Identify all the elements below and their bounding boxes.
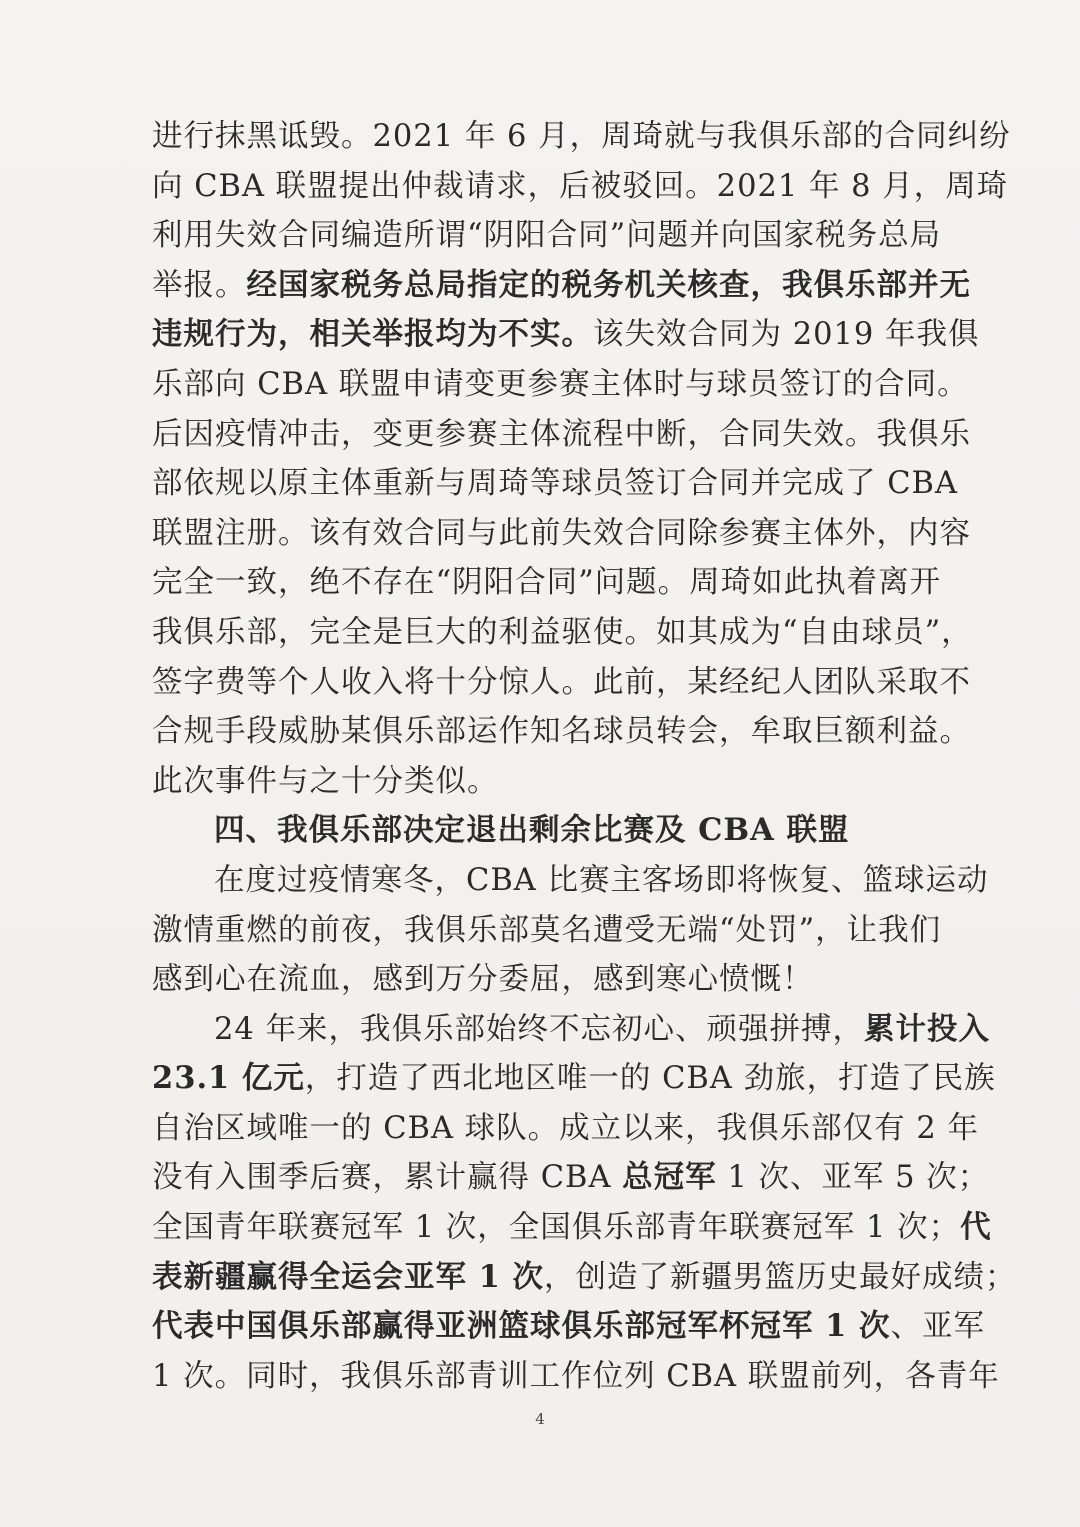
bold-text-run: 经国家税务总局指定的税务机关核查，我俱乐部并无 [246,266,971,303]
text-run: 完全一致，绝不存在“阴阳合同”问题。周琦如此执着离开 [152,565,942,601]
text-run: 激情重燃的前夜，我俱乐部莫名遭受无端“处罚”，让我们 [152,912,942,948]
text-line [152,707,971,757]
text-line [152,112,1011,162]
text-line [152,310,980,360]
text-line [152,658,971,708]
text-line [152,558,942,608]
bold-text-run: 23.1 亿元 [152,1060,305,1097]
bold-text-run: 四、我俱乐部决定退出剩余比赛及 CBA 联盟 [214,812,850,849]
text-run: 24 年来，我俱乐部始终不忘初心、顽强拼搏， [214,1011,865,1047]
text-line [152,211,942,261]
text-run: 合规手段威胁某俱乐部运作知名球员转会，牟取巨额利益。 [152,714,971,750]
text-run: 此次事件与之十分类似。 [152,763,499,799]
text-run: 自治区域唯一的 CBA 球队。成立以来，我俱乐部仅有 2 年 [152,1110,979,1146]
text-line [152,1352,1000,1402]
text-run: 后因疫情冲击，变更参赛主体流程中断，合同失效。我俱乐 [152,416,971,452]
page-number: 4 [535,1410,545,1428]
text-run: 进行抹黑诋毁。2021 年 6 月，周琦就与我俱乐部的合同纠纷 [152,119,1011,154]
text-line [152,1005,991,1055]
text-line [152,410,971,460]
text-run: 1 次。同时，我俱乐部青训工作位列 CBA 联盟前列，各青年 [152,1358,1000,1394]
text-run: 利用失效合同编造所谓“阴阳合同”问题并向国家税务总局 [152,218,942,254]
text-line [152,1203,992,1253]
text-line [152,1302,985,1352]
text-run: 乐部向 CBA 联盟申请变更参赛主体时与球员签订的合同。 [152,366,969,402]
text-line [152,459,958,509]
text-line [152,1054,996,1104]
section-heading [152,806,942,856]
text-line [152,360,969,410]
text-line [152,509,971,559]
bold-text-run: 违规行为，相关举报均为不实。 [152,316,593,353]
text-run: ，创造了新疆男篮历史最好成绩； [543,1259,1017,1295]
text-run: 全国青年联赛冠军 1 次，全国俱乐部青年联赛冠军 1 次； [152,1210,961,1246]
text-line [152,608,973,658]
text-run: 该失效合同为 2019 年我俱 [593,317,980,353]
text-line [152,1153,990,1203]
text-run: 感到心在流血，感到万分委屈，感到寒心愤慨！ [152,962,814,998]
text-line [152,906,942,956]
text-line [152,757,942,807]
bold-text-run: 代 [960,1209,992,1246]
text-line [152,1104,979,1154]
bold-text-run: 表新疆赢得全运会亚军 1 次 [152,1258,544,1295]
text-run: 我俱乐部，完全是巨大的利益驱使。如其成为“自由球员”， [152,614,973,650]
text-line [152,955,942,1005]
text-line [152,1253,1017,1303]
text-run: 、亚军 [890,1309,985,1345]
text-run: 联盟注册。该有效合同与此前失效合同除参赛主体外，内容 [152,515,971,551]
body-text [152,112,1017,1401]
text-run: 没有入围季后赛，累计赢得 CBA [152,1160,623,1196]
bold-text-run: 代表中国俱乐部赢得亚洲篮球俱乐部冠军杯冠军 1 次 [152,1308,891,1345]
bold-text-run: 总冠军 [622,1159,717,1196]
text-run: 在度过疫情寒冬，CBA 比赛主客场即将恢复、篮球运动 [214,862,989,898]
text-run: 签字费等个人收入将十分惊人。此前，某经纪人团队采取不 [152,664,971,700]
text-run: 1 次、亚军 5 次； [716,1160,990,1196]
text-run: 向 CBA 联盟提出仲裁请求，后被驳回。2021 年 8 月，周琦 [152,168,1009,204]
text-run: ，打造了西北地区唯一的 CBA 劲旅，打造了民族 [304,1061,996,1097]
bold-text-run: 累计投入 [864,1010,991,1047]
text-run: 部依规以原主体重新与周琦等球员签订合同并完成了 CBA [152,466,958,502]
text-line [152,261,971,311]
text-run: 举报。 [152,267,247,303]
text-line [152,162,1009,212]
text-line [152,856,989,906]
